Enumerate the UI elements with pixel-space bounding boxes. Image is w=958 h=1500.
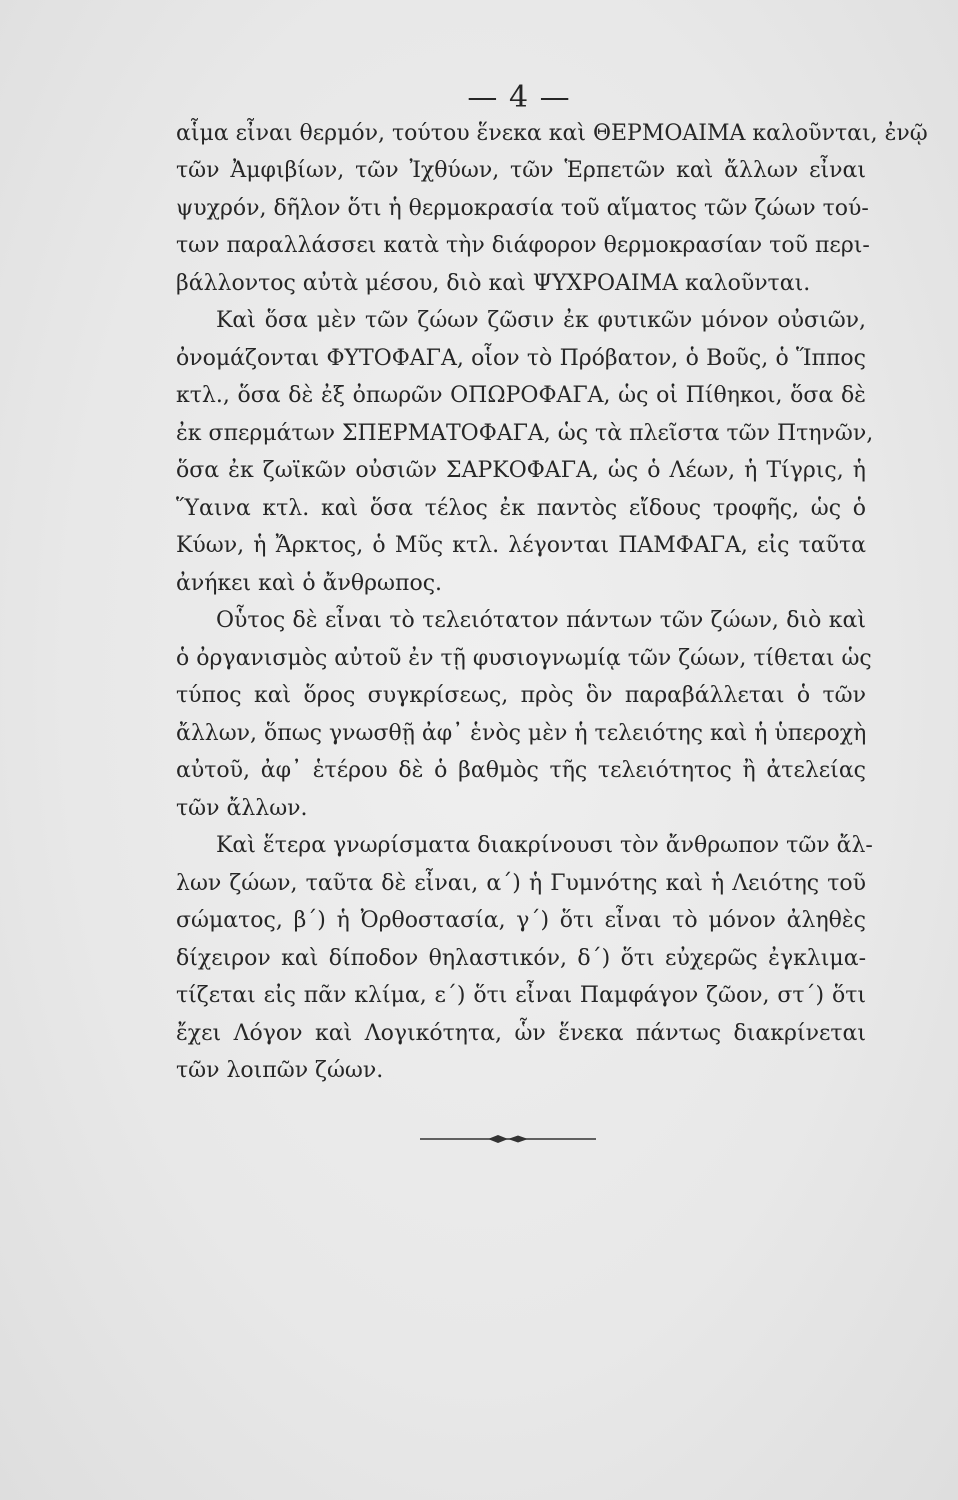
text-line: Καὶ ἕτερα γνωρίσματα διακρίνουσι τὸν ἄνθρωπον τῶν ἄλ- (216, 833, 873, 858)
text-line: ἀνήκει καὶ ὁ ἄνθρωπος. (176, 571, 443, 596)
text-line: ψυχρόν, δῆλον ὅτι ἡ θερμοκρασία τοῦ αἵματος τῶν ζώων τού- (176, 196, 869, 221)
text-line: ὁ ὀργανισμὸς αὐτοῦ ἐν τῇ φυσιογνωμίᾳ τῶν ζώων, τίθεται ὡς (176, 646, 872, 671)
text-line: τύπος καὶ ὅρος συγκρίσεως, πρὸς ὃν παραβάλλεται ὁ τῶν (176, 683, 866, 708)
text-line: τῶν Ἀμφιβίων, τῶν Ἰχθύων, τῶν Ἑρπετῶν καὶ ἄλλων εἶναι (176, 158, 866, 183)
text-line: τῶν ἄλλων. (176, 796, 308, 821)
text-line: ἄλλων, ὅπως γνωσθῇ ἀφ᾿ ἑνὸς μὲν ἡ τελειότης καὶ ἡ ὑπεροχὴ (176, 721, 867, 746)
text-line: ἐκ σπερμάτων ΣΠΕΡΜΑΤΟΦΑΓΑ, ὡς τὰ πλεῖστα τῶν Πτηνῶν, (176, 421, 874, 446)
text-line: δίχειρον καὶ δίποδον θηλαστικόν, δ΄) ὅτι εὐχερῶς ἐγκλιμα- (176, 946, 866, 971)
text-line: τῶν λοιπῶν ζώων. (176, 1058, 384, 1083)
text-line: αἷμα εἶναι θερμόν, τούτου ἕνεκα καὶ ΘΕΡΜΟΑΙΜΑ καλοῦνται, ἐνῷ (176, 121, 928, 146)
text-line: των παραλλάσσει κατὰ τὴν διάφορον θερμοκρασίαν τοῦ περι- (176, 233, 870, 258)
text-line: σώματος, β΄) ἡ Ὀρθοστασία, γ΄) ὅτι εἶναι τὸ μόνον ἀληθὲς (176, 908, 866, 933)
text-line: Οὗτος δὲ εἶναι τὸ τελειότατον πάντων τῶν ζώων, διὸ καὶ (216, 608, 866, 633)
text-line: κτλ., ὅσα δὲ ἐξ ὀπωρῶν ΟΠΩΡΟΦΑΓΑ, ὡς οἱ Πίθηκοι, ὅσα δὲ (176, 383, 866, 408)
text-line: τίζεται εἰς πᾶν κλίμα, ε΄) ὅτι εἶναι Παμφάγον ζῶον, στ΄) ὅτι (176, 983, 866, 1008)
text-line: Κύων, ἡ Ἄρκτος, ὁ Μῦς κτλ. λέγονται ΠΑΜΦΑΓΑ, εἰς ταῦτα (176, 533, 866, 558)
text-line: λων ζώων, ταῦτα δὲ εἶναι, α΄) ἡ Γυμνότης καὶ ἡ Λειότης τοῦ (176, 871, 866, 896)
text-line: ἔχει Λόγον καὶ Λογικότητα, ὧν ἕνεκα πάντως διακρίνεται (176, 1021, 866, 1046)
text-line: Ὕαινα κτλ. καὶ ὅσα τέλος ἐκ παντὸς εἴδους τροφῆς, ὡς ὁ (176, 496, 866, 521)
page-number: — 4 — (467, 80, 571, 115)
end-ornament (418, 1133, 598, 1145)
text-line: Καὶ ὅσα μὲν τῶν ζώων ζῶσιν ἐκ φυτικῶν μόνον οὐσιῶν, (216, 308, 866, 333)
text-line: αὐτοῦ, ἀφ᾿ ἑτέρου δὲ ὁ βαθμὸς τῆς τελειότητος ἢ ἀτελείας (176, 758, 866, 783)
text-line: βάλλοντος αὐτὰ μέσου, διὸ καὶ ΨΥΧΡΟΑΙΜΑ καλοῦνται. (176, 271, 811, 296)
text-line: ὅσα ἐκ ζωϊκῶν οὐσιῶν ΣΑΡΚΟΦΑΓΑ, ὡς ὁ Λέων, ἡ Τίγρις, ἡ (176, 458, 866, 483)
text-line: ὀνομάζονται ΦΥΤΟΦΑΓΑ, οἷον τὸ Πρόβατον, ὁ Βοῦς, ὁ Ἵππος (176, 346, 866, 371)
